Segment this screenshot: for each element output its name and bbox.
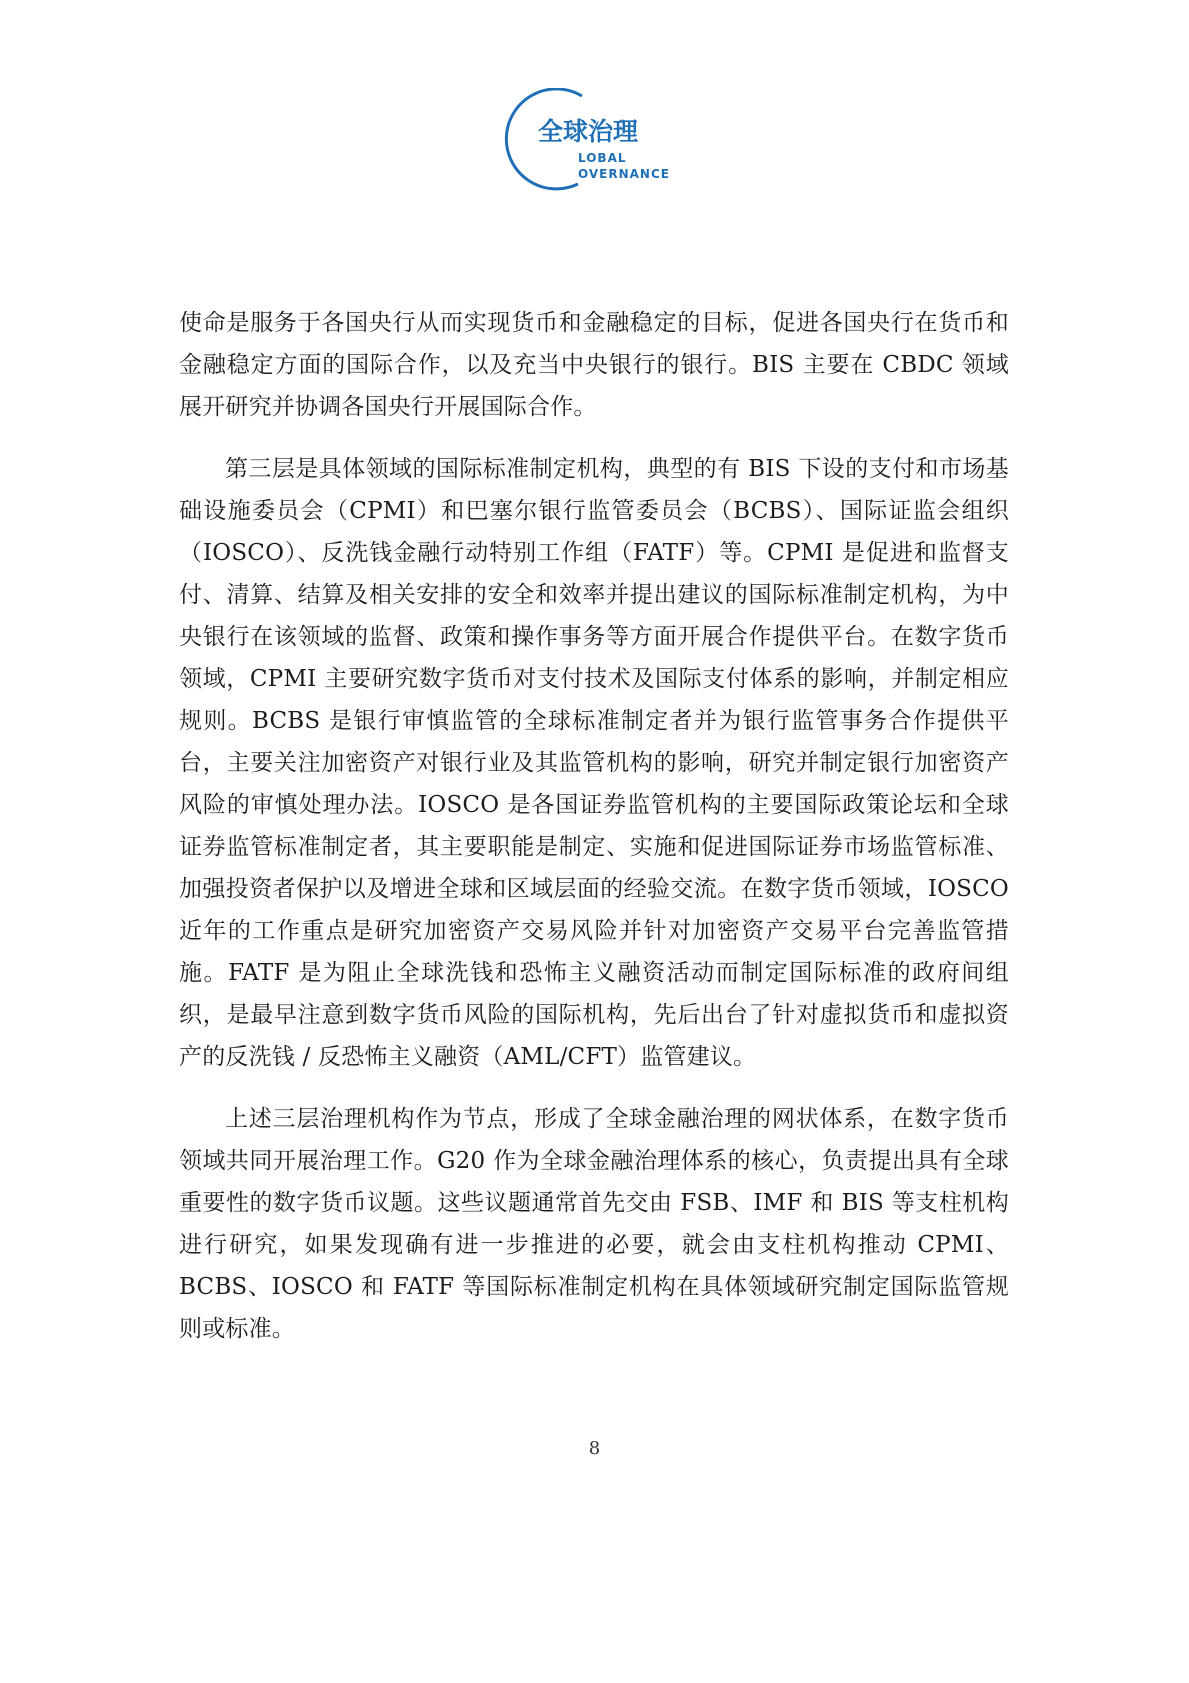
logo-ring-icon	[496, 88, 706, 208]
paragraph-3: 上述三层治理机构作为节点，形成了全球金融治理的网状体系，在数字货币领域共同开展治理工作。G20 作为全球金融治理体系的核心，负责提出具有全球重要性的数字货币议题。这些议题通常首先交由 FSB、IMF 和 BIS 等支柱机构进行研究，如果发现确有进一步推进的必要，就会由支柱机构推动 CPMI、BCBS、IOSCO 和 FATF 等国际标准制定机构在具体领域研究制定国际监管规则或标准。	[179, 1106, 1009, 1342]
logo-line-2: OVERNANCE	[578, 167, 670, 181]
logo-title: 全球治理	[538, 117, 639, 146]
logo-line-1: LOBAL	[578, 151, 627, 165]
document-body	[179, 302, 1009, 1350]
paragraph-1: 使命是服务于各国央行从而实现货币和金融稳定的目标，促进各国央行在货币和金融稳定方面的国际合作，以及充当中央银行的银行。BIS 主要在 CBDC 领域展开研究并协调各国央行开展国际合作。	[179, 310, 1009, 420]
paragraph-2: 第三层是具体领域的国际标准制定机构，典型的有 BIS 下设的支付和市场基础设施委员会（CPMI）和巴塞尔银行监管委员会（BCBS）、国际证监会组织（IOSCO）、反洗钱金融行动特别工作组（FATF）等。CPMI 是促进和监督支付、清算、结算及相关安排的安全和效率并提出建议的国际标准制定机构，为中央银行在该领域的监督、政策和操作事务等方面开展合作提供平台。在数字货币领域，CPMI 主要研究数字货币对支付技术及国际支付体系的影响，并制定相应规则。BCBS 是银行审慎监管的全球标准制定者并为银行监管事务合作提供平台，主要关注加密资产对银行业及其监管机构的影响，研究并制定银行加密资产风险的审慎处理办法。IOSCO 是各国证券监管机构的主要国际政策论坛和全球证券监管标准制定者，其主要职能是制定、实施和促进国际证券市场监管标准、加强投资者保护以及增进全球和区域层面的经验交流。在数字货币领域，IOSCO 近年的工作重点是研究加密资产交易风险并针对加密资产交易平台完善监管措施。FATF 是为阻止全球洗钱和恐怖主义融资活动而制定国际标准的政府间组织，是最早注意到数字货币风险的国际机构，先后出台了针对虚拟货币和虚拟资产的反洗钱 / 反恐怖主义融资（AML/CFT）监管建议。	[179, 456, 1009, 1070]
global-governance-logo	[496, 88, 706, 208]
page-number: 8	[588, 1438, 601, 1459]
